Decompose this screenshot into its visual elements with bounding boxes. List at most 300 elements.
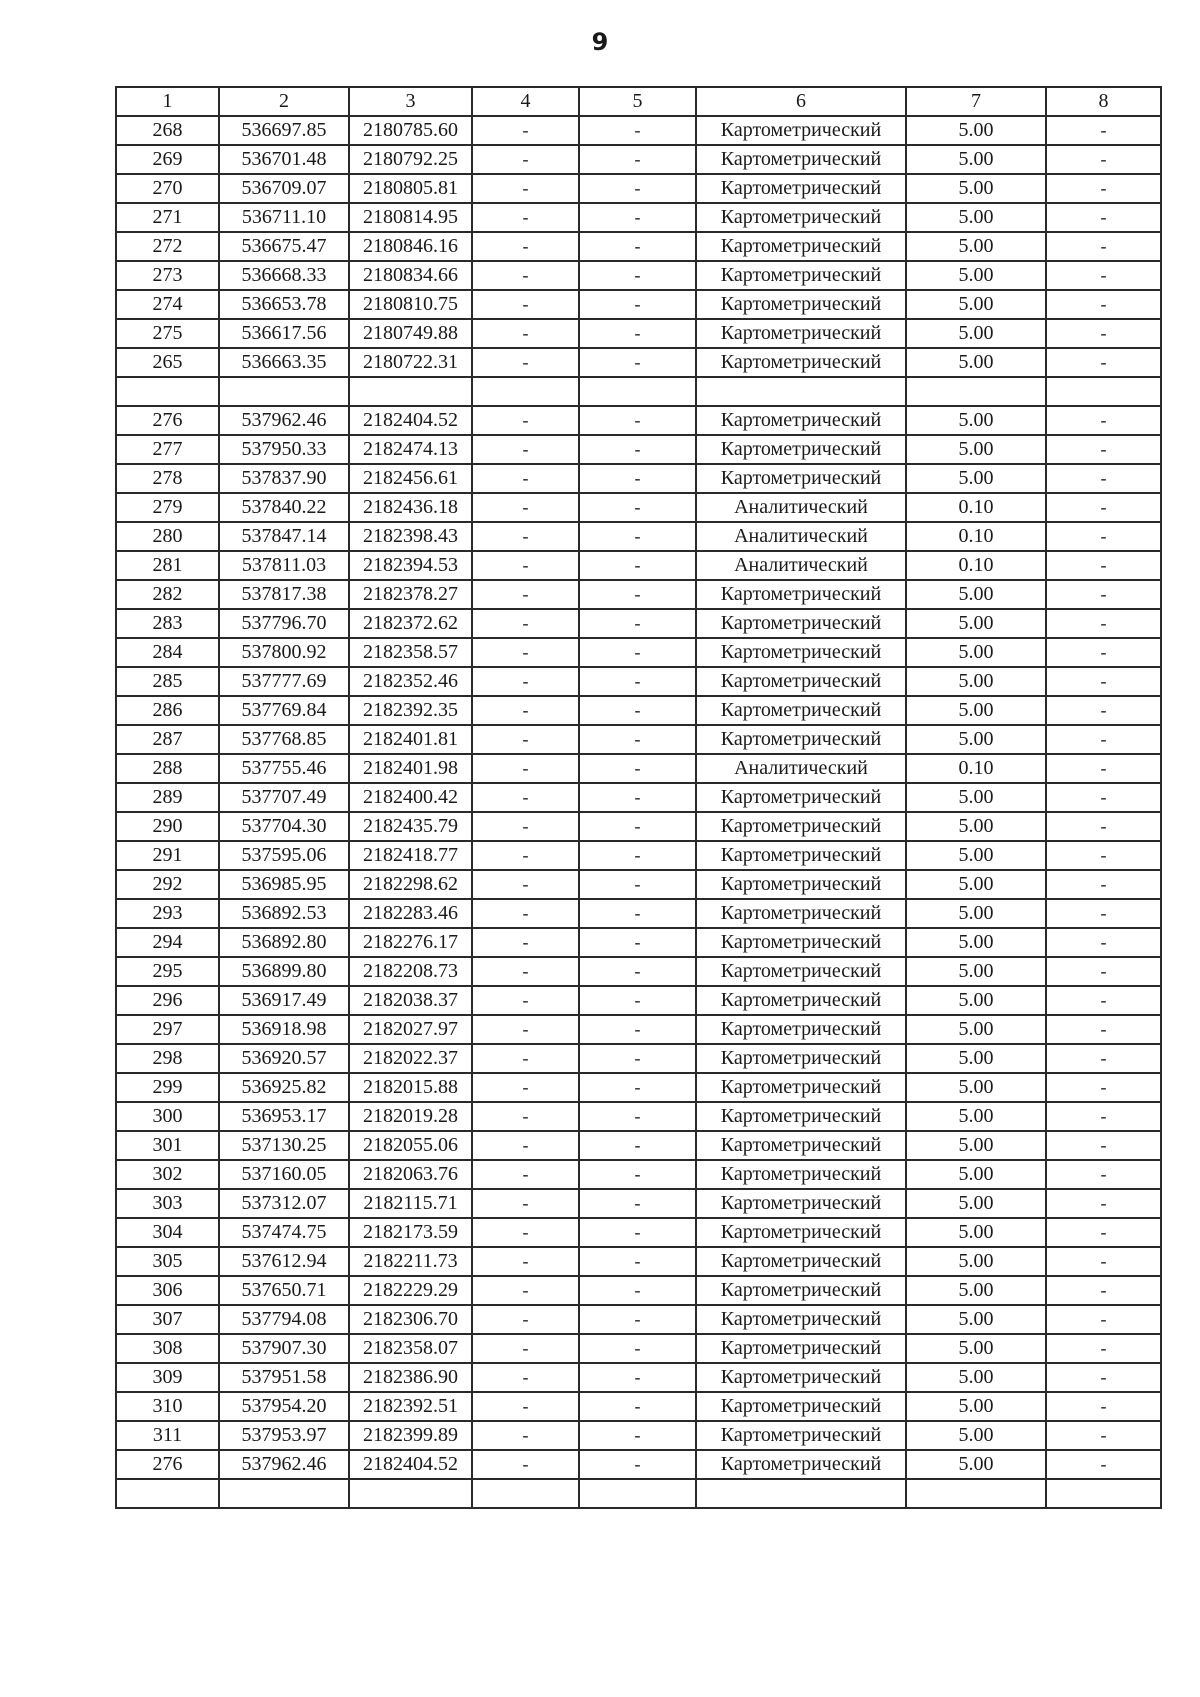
col4-cell: - (472, 174, 579, 203)
col5-cell: - (579, 493, 696, 522)
table-row (116, 1131, 1161, 1160)
table-row (116, 986, 1161, 1015)
col8-cell: - (1046, 1131, 1161, 1160)
x-coordinate-cell: 537951.58 (219, 1363, 349, 1392)
col8-cell: - (1046, 145, 1161, 174)
point-number-cell: 290 (116, 812, 219, 841)
accuracy-cell: 5.00 (906, 290, 1046, 319)
point-number-cell: 284 (116, 638, 219, 667)
method-cell: Картометрический (696, 1160, 906, 1189)
method-cell: Картометрический (696, 116, 906, 145)
y-coordinate-cell: 2182399.89 (349, 1421, 472, 1450)
col4-cell: - (472, 435, 579, 464)
col5-cell: - (579, 1073, 696, 1102)
accuracy-cell: 5.00 (906, 435, 1046, 464)
x-coordinate-cell: 537800.92 (219, 638, 349, 667)
table-row (116, 1073, 1161, 1102)
y-coordinate-cell: 2182435.79 (349, 812, 472, 841)
y-coordinate-cell: 2182474.13 (349, 435, 472, 464)
col4-cell: - (472, 986, 579, 1015)
col8-cell: - (1046, 1392, 1161, 1421)
method-cell: Картометрический (696, 928, 906, 957)
table-row (116, 145, 1161, 174)
accuracy-cell: 5.00 (906, 812, 1046, 841)
col5-cell: - (579, 290, 696, 319)
method-cell: Картометрический (696, 870, 906, 899)
col8-cell: - (1046, 870, 1161, 899)
table-row (116, 1421, 1161, 1450)
table-row (116, 1479, 1161, 1508)
col5-cell (579, 377, 696, 406)
col5-cell: - (579, 1044, 696, 1073)
x-coordinate-cell: 537755.46 (219, 754, 349, 783)
y-coordinate-cell: 2182015.88 (349, 1073, 472, 1102)
y-coordinate-cell: 2182401.98 (349, 754, 472, 783)
y-coordinate-cell: 2180834.66 (349, 261, 472, 290)
table-row (116, 1450, 1161, 1479)
method-cell: Картометрический (696, 783, 906, 812)
col8-cell: - (1046, 667, 1161, 696)
col4-cell: - (472, 1392, 579, 1421)
col4-cell: - (472, 522, 579, 551)
col5-cell: - (579, 754, 696, 783)
point-number-cell: 268 (116, 116, 219, 145)
col5-cell: - (579, 1131, 696, 1160)
x-coordinate-cell: 537840.22 (219, 493, 349, 522)
point-number-cell: 288 (116, 754, 219, 783)
point-number-cell: 308 (116, 1334, 219, 1363)
col5-cell: - (579, 783, 696, 812)
table-row (116, 957, 1161, 986)
col5-cell: - (579, 1218, 696, 1247)
col8-cell: - (1046, 1363, 1161, 1392)
accuracy-cell: 5.00 (906, 609, 1046, 638)
accuracy-cell: 5.00 (906, 232, 1046, 261)
point-number-cell: 300 (116, 1102, 219, 1131)
col4-cell: - (472, 551, 579, 580)
x-coordinate-cell: 537312.07 (219, 1189, 349, 1218)
y-coordinate-cell: 2182173.59 (349, 1218, 472, 1247)
col8-cell: - (1046, 1305, 1161, 1334)
col4-cell: - (472, 609, 579, 638)
accuracy-cell: 5.00 (906, 957, 1046, 986)
accuracy-cell: 5.00 (906, 116, 1046, 145)
point-number-cell: 274 (116, 290, 219, 319)
col8-cell: - (1046, 1334, 1161, 1363)
point-number-cell: 310 (116, 1392, 219, 1421)
col5-cell: - (579, 1450, 696, 1479)
x-coordinate-cell: 537796.70 (219, 609, 349, 638)
table-row (116, 348, 1161, 377)
col5-cell: - (579, 725, 696, 754)
accuracy-cell: 5.00 (906, 696, 1046, 725)
table-row (116, 754, 1161, 783)
col4-cell: - (472, 1334, 579, 1363)
table-row (116, 1160, 1161, 1189)
table-row (116, 261, 1161, 290)
accuracy-cell: 5.00 (906, 1421, 1046, 1450)
col4-cell: - (472, 1189, 579, 1218)
table-row (116, 522, 1161, 551)
method-cell: Картометрический (696, 812, 906, 841)
method-cell: Картометрический (696, 319, 906, 348)
method-cell: Картометрический (696, 1015, 906, 1044)
y-coordinate-cell: 2182456.61 (349, 464, 472, 493)
col5-cell: - (579, 1160, 696, 1189)
accuracy-cell: 5.00 (906, 145, 1046, 174)
y-coordinate-cell: 2182400.42 (349, 783, 472, 812)
y-coordinate-cell: 2182276.17 (349, 928, 472, 957)
method-cell: Картометрический (696, 1073, 906, 1102)
y-coordinate-cell: 2182372.62 (349, 609, 472, 638)
point-number-cell: 311 (116, 1421, 219, 1450)
col8-cell: - (1046, 986, 1161, 1015)
col5-cell: - (579, 812, 696, 841)
y-coordinate-cell: 2182386.90 (349, 1363, 472, 1392)
y-coordinate-cell: 2182392.51 (349, 1392, 472, 1421)
y-coordinate-cell (349, 377, 472, 406)
table-row (116, 290, 1161, 319)
page-number: 9 (591, 28, 609, 56)
accuracy-cell: 5.00 (906, 1450, 1046, 1479)
x-coordinate-cell: 537907.30 (219, 1334, 349, 1363)
table-row (116, 928, 1161, 957)
table-row (116, 725, 1161, 754)
y-coordinate-cell: 2182283.46 (349, 899, 472, 928)
col4-cell: - (472, 1102, 579, 1131)
col5-cell: - (579, 406, 696, 435)
x-coordinate-cell: 537817.38 (219, 580, 349, 609)
point-number-cell: 307 (116, 1305, 219, 1334)
col8-cell: - (1046, 1073, 1161, 1102)
point-number-cell: 303 (116, 1189, 219, 1218)
accuracy-cell: 5.00 (906, 1073, 1046, 1102)
x-coordinate-cell: 536711.10 (219, 203, 349, 232)
col8-cell: - (1046, 493, 1161, 522)
point-number-cell: 272 (116, 232, 219, 261)
y-coordinate-cell: 2180722.31 (349, 348, 472, 377)
col8-cell: - (1046, 754, 1161, 783)
point-number-cell: 296 (116, 986, 219, 1015)
method-cell: Картометрический (696, 1189, 906, 1218)
y-coordinate-cell: 2182019.28 (349, 1102, 472, 1131)
col4-cell (472, 1479, 579, 1508)
point-number-cell: 289 (116, 783, 219, 812)
col8-cell (1046, 1479, 1161, 1508)
col5-cell: - (579, 638, 696, 667)
point-number-cell: 276 (116, 1450, 219, 1479)
x-coordinate-cell: 537704.30 (219, 812, 349, 841)
x-coordinate-cell: 536617.56 (219, 319, 349, 348)
col8-cell: - (1046, 580, 1161, 609)
table-row (116, 1305, 1161, 1334)
table-row (116, 696, 1161, 725)
x-coordinate-cell: 536953.17 (219, 1102, 349, 1131)
accuracy-cell (906, 1479, 1046, 1508)
accuracy-cell: 5.00 (906, 464, 1046, 493)
point-number-cell: 279 (116, 493, 219, 522)
col5-cell: - (579, 551, 696, 580)
accuracy-cell: 5.00 (906, 319, 1046, 348)
x-coordinate-cell: 537612.94 (219, 1247, 349, 1276)
method-cell: Картометрический (696, 1305, 906, 1334)
accuracy-cell: 5.00 (906, 986, 1046, 1015)
x-coordinate-cell (219, 1479, 349, 1508)
method-cell: Аналитический (696, 522, 906, 551)
y-coordinate-cell: 2182306.70 (349, 1305, 472, 1334)
table-row (116, 551, 1161, 580)
column-header: 7 (906, 87, 1046, 116)
col8-cell: - (1046, 406, 1161, 435)
method-cell: Картометрический (696, 348, 906, 377)
method-cell: Картометрический (696, 986, 906, 1015)
method-cell: Картометрический (696, 1392, 906, 1421)
col4-cell: - (472, 348, 579, 377)
col4-cell: - (472, 696, 579, 725)
method-cell: Аналитический (696, 493, 906, 522)
col8-cell: - (1046, 435, 1161, 464)
point-number-cell: 293 (116, 899, 219, 928)
x-coordinate-cell: 537768.85 (219, 725, 349, 754)
y-coordinate-cell: 2182436.18 (349, 493, 472, 522)
y-coordinate-cell: 2182358.57 (349, 638, 472, 667)
table-row (116, 812, 1161, 841)
x-coordinate-cell: 537130.25 (219, 1131, 349, 1160)
accuracy-cell: 5.00 (906, 1276, 1046, 1305)
point-number-cell: 299 (116, 1073, 219, 1102)
table-row (116, 493, 1161, 522)
accuracy-cell: 5.00 (906, 174, 1046, 203)
method-cell: Картометрический (696, 1421, 906, 1450)
accuracy-cell: 5.00 (906, 667, 1046, 696)
method-cell: Картометрический (696, 580, 906, 609)
col5-cell: - (579, 696, 696, 725)
table-row (116, 377, 1161, 406)
x-coordinate-cell: 536918.98 (219, 1015, 349, 1044)
point-number-cell: 282 (116, 580, 219, 609)
col5-cell: - (579, 203, 696, 232)
col5-cell: - (579, 464, 696, 493)
y-coordinate-cell: 2180792.25 (349, 145, 472, 174)
method-cell: Картометрический (696, 290, 906, 319)
table-row (116, 1102, 1161, 1131)
method-cell: Картометрический (696, 1131, 906, 1160)
col8-cell: - (1046, 609, 1161, 638)
y-coordinate-cell: 2182208.73 (349, 957, 472, 986)
method-cell: Картометрический (696, 1218, 906, 1247)
x-coordinate-cell: 537160.05 (219, 1160, 349, 1189)
accuracy-cell: 5.00 (906, 1160, 1046, 1189)
x-coordinate-cell: 536925.82 (219, 1073, 349, 1102)
method-cell: Картометрический (696, 1363, 906, 1392)
col5-cell: - (579, 1276, 696, 1305)
col5-cell: - (579, 870, 696, 899)
col8-cell: - (1046, 174, 1161, 203)
table-row (116, 609, 1161, 638)
col4-cell (472, 377, 579, 406)
y-coordinate-cell: 2180805.81 (349, 174, 472, 203)
col5-cell: - (579, 1392, 696, 1421)
accuracy-cell: 5.00 (906, 1189, 1046, 1218)
column-header: 8 (1046, 87, 1161, 116)
method-cell: Аналитический (696, 754, 906, 783)
point-number-cell: 277 (116, 435, 219, 464)
col5-cell: - (579, 435, 696, 464)
method-cell: Картометрический (696, 261, 906, 290)
y-coordinate-cell: 2182394.53 (349, 551, 472, 580)
method-cell: Картометрический (696, 725, 906, 754)
x-coordinate-cell: 537950.33 (219, 435, 349, 464)
accuracy-cell: 5.00 (906, 1131, 1046, 1160)
point-number-cell: 287 (116, 725, 219, 754)
col4-cell: - (472, 464, 579, 493)
y-coordinate-cell: 2182418.77 (349, 841, 472, 870)
point-number-cell: 291 (116, 841, 219, 870)
table-row (116, 232, 1161, 261)
point-number-cell: 276 (116, 406, 219, 435)
y-coordinate-cell: 2180785.60 (349, 116, 472, 145)
col4-cell: - (472, 232, 579, 261)
y-coordinate-cell: 2180814.95 (349, 203, 472, 232)
x-coordinate-cell: 536892.80 (219, 928, 349, 957)
method-cell: Картометрический (696, 435, 906, 464)
col4-cell: - (472, 1015, 579, 1044)
accuracy-cell: 0.10 (906, 551, 1046, 580)
col4-cell: - (472, 899, 579, 928)
col4-cell: - (472, 1044, 579, 1073)
table-row (116, 406, 1161, 435)
table-row (116, 783, 1161, 812)
col8-cell: - (1046, 348, 1161, 377)
col8-cell: - (1046, 841, 1161, 870)
method-cell (696, 377, 906, 406)
point-number-cell (116, 377, 219, 406)
x-coordinate-cell: 537962.46 (219, 406, 349, 435)
y-coordinate-cell: 2182229.29 (349, 1276, 472, 1305)
y-coordinate-cell: 2182211.73 (349, 1247, 472, 1276)
col4-cell: - (472, 406, 579, 435)
col8-cell: - (1046, 1044, 1161, 1073)
accuracy-cell: 5.00 (906, 870, 1046, 899)
accuracy-cell: 5.00 (906, 899, 1046, 928)
col4-cell: - (472, 116, 579, 145)
table-row (116, 203, 1161, 232)
col5-cell: - (579, 1334, 696, 1363)
y-coordinate-cell: 2180846.16 (349, 232, 472, 261)
method-cell: Картометрический (696, 464, 906, 493)
point-number-cell: 286 (116, 696, 219, 725)
col4-cell: - (472, 1073, 579, 1102)
col5-cell: - (579, 145, 696, 174)
point-number-cell: 298 (116, 1044, 219, 1073)
column-header: 5 (579, 87, 696, 116)
accuracy-cell: 5.00 (906, 348, 1046, 377)
point-number-cell: 305 (116, 1247, 219, 1276)
table-row (116, 841, 1161, 870)
method-cell: Картометрический (696, 232, 906, 261)
col8-cell: - (1046, 1247, 1161, 1276)
col4-cell: - (472, 783, 579, 812)
col5-cell: - (579, 1247, 696, 1276)
x-coordinate-cell: 537794.08 (219, 1305, 349, 1334)
point-number-cell: 309 (116, 1363, 219, 1392)
col8-cell: - (1046, 464, 1161, 493)
method-cell: Картометрический (696, 203, 906, 232)
y-coordinate-cell: 2182115.71 (349, 1189, 472, 1218)
point-number-cell: 269 (116, 145, 219, 174)
table-row (116, 174, 1161, 203)
accuracy-cell: 5.00 (906, 1044, 1046, 1073)
x-coordinate-cell: 536663.35 (219, 348, 349, 377)
col4-cell: - (472, 203, 579, 232)
x-coordinate-cell: 536697.85 (219, 116, 349, 145)
method-cell: Картометрический (696, 1450, 906, 1479)
accuracy-cell: 5.00 (906, 1305, 1046, 1334)
y-coordinate-cell: 2182378.27 (349, 580, 472, 609)
point-number-cell: 271 (116, 203, 219, 232)
col8-cell: - (1046, 232, 1161, 261)
accuracy-cell: 5.00 (906, 725, 1046, 754)
col8-cell: - (1046, 319, 1161, 348)
x-coordinate-cell: 537595.06 (219, 841, 349, 870)
x-coordinate-cell: 537953.97 (219, 1421, 349, 1450)
y-coordinate-cell: 2182404.52 (349, 1450, 472, 1479)
col8-cell: - (1046, 696, 1161, 725)
table-row (116, 464, 1161, 493)
table-row (116, 870, 1161, 899)
x-coordinate-cell: 536920.57 (219, 1044, 349, 1073)
table-row (116, 1276, 1161, 1305)
method-cell: Картометрический (696, 609, 906, 638)
x-coordinate-cell: 536709.07 (219, 174, 349, 203)
table-row (116, 899, 1161, 928)
col4-cell: - (472, 145, 579, 174)
col4-cell: - (472, 1247, 579, 1276)
col8-cell: - (1046, 1276, 1161, 1305)
accuracy-cell: 5.00 (906, 928, 1046, 957)
y-coordinate-cell: 2182027.97 (349, 1015, 472, 1044)
x-coordinate-cell: 536899.80 (219, 957, 349, 986)
col4-cell: - (472, 667, 579, 696)
point-number-cell: 295 (116, 957, 219, 986)
x-coordinate-cell: 536653.78 (219, 290, 349, 319)
col4-cell: - (472, 1131, 579, 1160)
table-row (116, 667, 1161, 696)
y-coordinate-cell (349, 1479, 472, 1508)
col4-cell: - (472, 290, 579, 319)
accuracy-cell: 5.00 (906, 1334, 1046, 1363)
point-number-cell: 283 (116, 609, 219, 638)
y-coordinate-cell: 2180749.88 (349, 319, 472, 348)
x-coordinate-cell: 537962.46 (219, 1450, 349, 1479)
table-row (116, 319, 1161, 348)
col5-cell: - (579, 1189, 696, 1218)
method-cell: Картометрический (696, 1334, 906, 1363)
column-header: 2 (219, 87, 349, 116)
table-row (116, 1334, 1161, 1363)
col5-cell: - (579, 261, 696, 290)
method-cell: Картометрический (696, 1102, 906, 1131)
accuracy-cell: 5.00 (906, 783, 1046, 812)
col4-cell: - (472, 638, 579, 667)
table-row (116, 638, 1161, 667)
col8-cell: - (1046, 899, 1161, 928)
table-row (116, 580, 1161, 609)
col5-cell: - (579, 899, 696, 928)
table-body (116, 87, 1161, 1508)
method-cell: Аналитический (696, 551, 906, 580)
method-cell: Картометрический (696, 841, 906, 870)
